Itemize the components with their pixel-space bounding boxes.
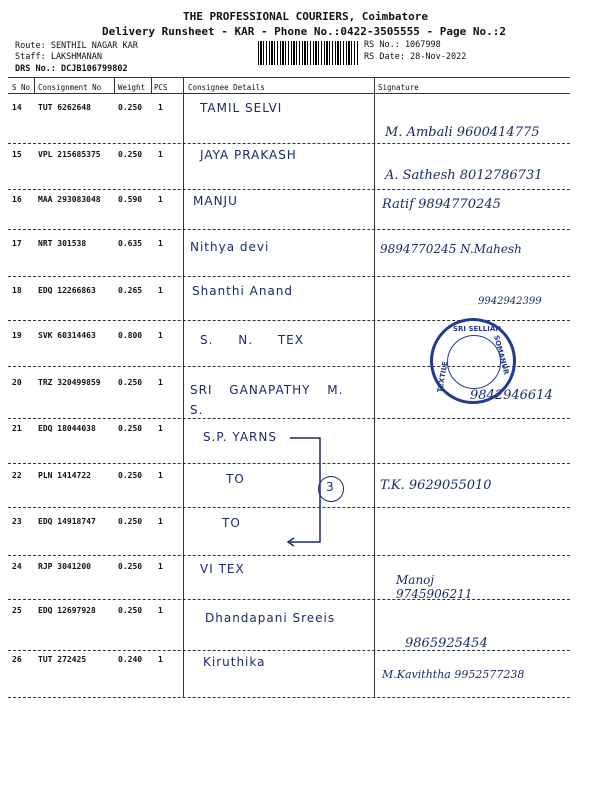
row-signature: A. Sathesh 8012786731 <box>385 168 543 183</box>
table-header-rule <box>8 93 570 94</box>
row-weight: 0.250 <box>118 424 143 433</box>
row-sno: 16 <box>12 195 22 204</box>
row-consignment-no: EDQ 18044038 <box>38 424 96 433</box>
row-consignee: S. N. TEX <box>200 333 304 347</box>
row-signature: M.Kaviththa 9952577238 <box>382 668 525 681</box>
row-consignment-no: VPL 215685375 <box>38 150 101 159</box>
row-consignment-no: SVK 60314463 <box>38 331 96 340</box>
col-signature: Signature <box>378 83 419 92</box>
row-signature: Manoj 9745906211 <box>396 573 473 601</box>
row-consignee: S.P. YARNS <box>203 430 277 444</box>
row-consignee: Nithya devi <box>190 240 270 254</box>
company-name: THE PROFESSIONAL COURIERS, Coimbatore <box>183 10 429 23</box>
row-sno: 17 <box>12 239 22 248</box>
row-weight: 0.250 <box>118 103 143 112</box>
rs-number: RS No.: 1067998 <box>364 40 441 50</box>
col-divider <box>151 78 152 93</box>
row-separator <box>8 650 570 651</box>
row-sno: 20 <box>12 378 22 387</box>
col-pcs: PCS <box>154 83 168 92</box>
stamp-side-text: TEXTILE <box>436 360 450 394</box>
row-separator <box>8 143 570 144</box>
row-sno: 26 <box>12 655 22 664</box>
row-consignment-no: TRZ 320499859 <box>38 378 101 387</box>
row-consignment-no: TUT 272425 <box>38 655 87 664</box>
row-separator <box>8 555 570 556</box>
col-divider <box>183 78 184 698</box>
row-signature: 9894770245 N.Mahesh <box>380 242 522 256</box>
rs-date: RS Date: 28-Nov-2022 <box>364 52 467 62</box>
col-consignee: Consignee Details <box>188 83 265 92</box>
col-divider <box>34 78 35 93</box>
row-consignment-no: NRT 301538 <box>38 239 87 248</box>
row-consignment-no: RJP 3041200 <box>38 562 91 571</box>
row-weight: 0.250 <box>118 471 143 480</box>
row-consignee: TO <box>222 516 241 530</box>
col-divider <box>374 78 375 698</box>
row-pcs: 1 <box>158 562 163 571</box>
row-sno: 22 <box>12 471 22 480</box>
row-signature: 9865925454 <box>405 636 488 651</box>
col-weight: Weight <box>118 83 146 92</box>
row-pcs: 1 <box>158 471 163 480</box>
row-weight: 0.240 <box>118 655 143 664</box>
row-signature: Ratif 9894770245 <box>382 197 501 212</box>
stamp-top-text: SRI SELLIAN <box>453 325 502 333</box>
row-consignee: Shanthi Anand <box>192 284 294 298</box>
row-consignment-no: PLN 1414722 <box>38 471 91 480</box>
row-sno: 18 <box>12 286 22 295</box>
row-pcs: 1 <box>158 655 163 664</box>
runsheet-title: Delivery Runsheet - KAR - Phone No.:0422-3505555 - Page No.:2 <box>102 25 506 38</box>
row-sno: 23 <box>12 517 22 526</box>
row-separator <box>8 189 570 190</box>
company-stamp <box>430 318 516 404</box>
row-pcs: 1 <box>158 517 163 526</box>
row-signature: T.K. 9629055010 <box>380 478 492 493</box>
row-separator <box>8 697 570 698</box>
row-weight: 0.250 <box>118 517 143 526</box>
row-sno: 19 <box>12 331 22 340</box>
row-consignee: TO <box>226 472 245 486</box>
row-pcs: 1 <box>158 424 163 433</box>
row-signature: M. Ambali 9600414775 <box>385 125 540 140</box>
drs-number: DRS No.: DCJB106799802 <box>15 64 128 74</box>
row-sno: 14 <box>12 103 22 112</box>
row-weight: 0.265 <box>118 286 143 295</box>
row-sno: 15 <box>12 150 22 159</box>
row-consignment-no: MAA 293083048 <box>38 195 101 204</box>
route-label: Route: SENTHIL NAGAR KAR <box>15 41 138 51</box>
row-separator <box>8 418 570 419</box>
row-separator <box>8 229 570 230</box>
row-consignment-no: EDQ 12266863 <box>38 286 96 295</box>
col-sno: S No <box>12 83 31 92</box>
row-pcs: 1 <box>158 239 163 248</box>
row-pcs: 1 <box>158 286 163 295</box>
row-consignment-no: TUT 6262648 <box>38 103 91 112</box>
row-separator <box>8 276 570 277</box>
bracket-count: 3 <box>326 480 334 494</box>
col-consignment: Consignment No <box>38 83 102 92</box>
row-pcs: 1 <box>158 195 163 204</box>
row-weight: 0.250 <box>118 378 143 387</box>
row-consignee: JAYA PRAKASH <box>200 148 297 162</box>
row-pcs: 1 <box>158 378 163 387</box>
row-sno: 25 <box>12 606 22 615</box>
row-sno: 21 <box>12 424 22 433</box>
row-pcs: 1 <box>158 331 163 340</box>
table-top-rule <box>8 77 570 78</box>
row-consignment-no: EDQ 14918747 <box>38 517 96 526</box>
stamp-right-text: SOMANUR <box>492 334 511 376</box>
row-consignee: Dhandapani Sreeis <box>205 611 336 625</box>
staff-label: Staff: LAKSHMANAN <box>15 52 102 62</box>
row-weight: 0.250 <box>118 562 143 571</box>
row-weight: 0.800 <box>118 331 143 340</box>
row-consignee: Kiruthika <box>203 655 266 669</box>
row-pcs: 1 <box>158 103 163 112</box>
row-consignment-no: EDQ 12697928 <box>38 606 96 615</box>
row-weight: 0.250 <box>118 150 143 159</box>
row-consignee: TAMIL SELVI <box>200 101 283 115</box>
row-weight: 0.635 <box>118 239 143 248</box>
row-pcs: 1 <box>158 150 163 159</box>
row-weight: 0.590 <box>118 195 143 204</box>
row-weight: 0.250 <box>118 606 143 615</box>
row-consignee: SRI GANAPATHY M. S. <box>190 383 344 417</box>
col-divider <box>114 78 115 93</box>
row-sno: 24 <box>12 562 22 571</box>
row-pcs: 1 <box>158 606 163 615</box>
row-signature: 9842946614 <box>470 388 553 403</box>
barcode-image <box>258 41 358 65</box>
row-separator <box>8 599 570 600</box>
row-consignee: VI TEX <box>200 562 245 576</box>
row-signature: 9942942399 <box>478 296 542 307</box>
row-consignee: MANJU <box>193 194 238 208</box>
